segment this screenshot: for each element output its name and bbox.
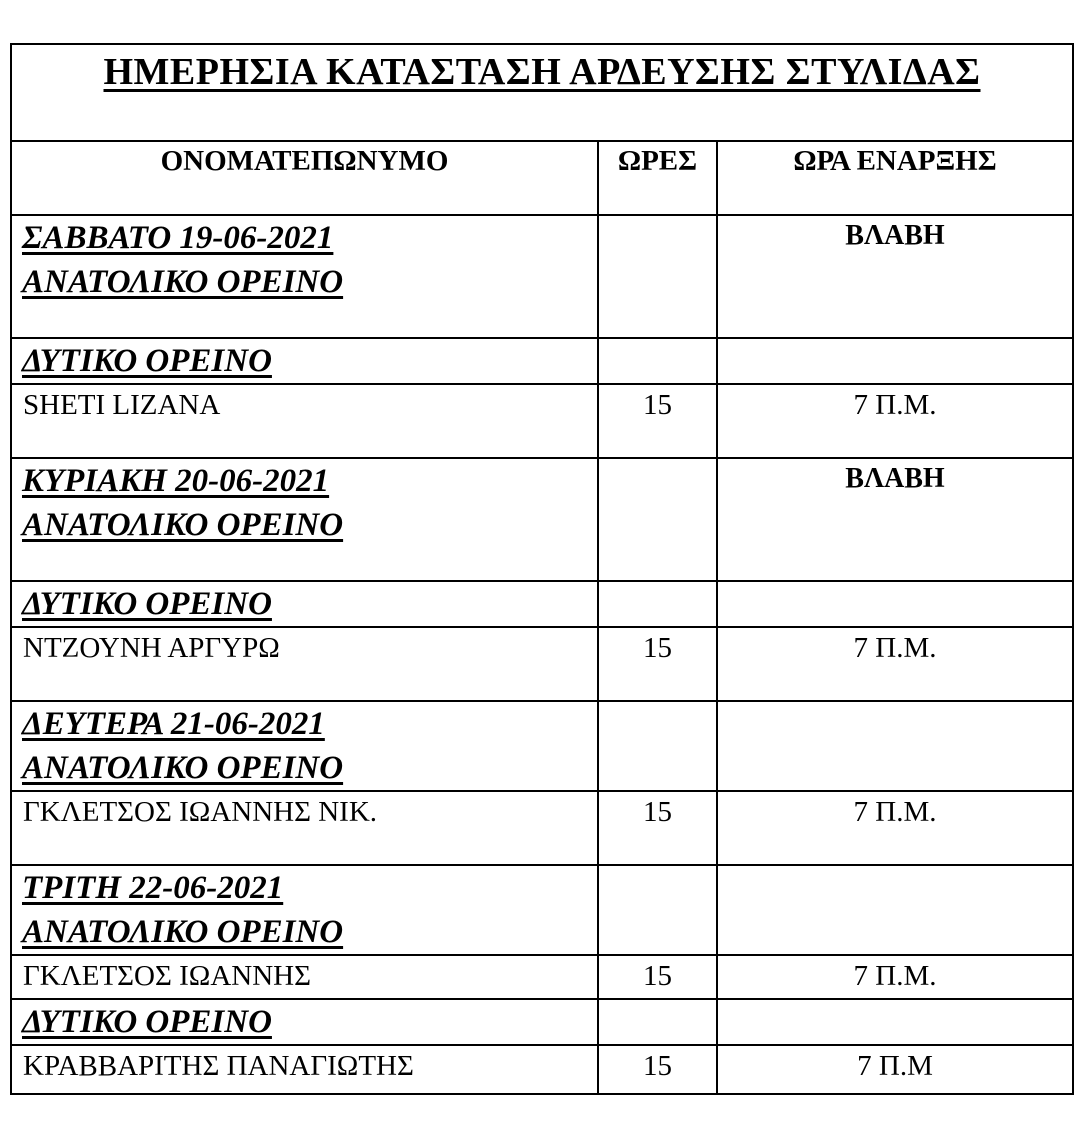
hours-cell bbox=[598, 338, 717, 384]
person-name: ΓΚΛΕΤΣΟΣ ΙΩΑΝΝΗΣ bbox=[11, 955, 598, 999]
hours-cell: 15 bbox=[598, 384, 717, 458]
section-cell bbox=[11, 999, 598, 1045]
person-name: ΓΚΛΕΤΣΟΣ ΙΩΑΝΝΗΣ ΝΙΚ. bbox=[11, 791, 598, 865]
region-label: ΔΥΤΙΚΟ ΟΡΕΙΝΟ bbox=[22, 1004, 272, 1040]
day-row bbox=[11, 865, 1073, 955]
header-hours: ΩΡΕΣ bbox=[598, 141, 717, 215]
region-label: ΑΝΑΤΟΛΙΚΟ ΟΡΕΙΝΟ bbox=[22, 507, 344, 543]
day-cell bbox=[11, 458, 598, 581]
day-label: ΣΑΒΒΑΤΟ 19-06-2021 bbox=[22, 220, 334, 256]
start-cell bbox=[717, 581, 1073, 627]
hours-cell: 15 bbox=[598, 791, 717, 865]
section-row bbox=[11, 338, 1073, 384]
hours-cell bbox=[598, 701, 717, 791]
section-cell bbox=[11, 581, 598, 627]
region-label: ΑΝΑΤΟΛΙΚΟ ΟΡΕΙΝΟ bbox=[22, 914, 344, 950]
table-row bbox=[11, 1045, 1073, 1094]
title-cell bbox=[11, 44, 1073, 141]
start-cell bbox=[717, 338, 1073, 384]
day-label: ΚΥΡΙΑΚΗ 20-06-2021 bbox=[22, 463, 330, 499]
start-cell: ΒΛΑΒΗ bbox=[717, 215, 1073, 338]
irrigation-table bbox=[10, 43, 1074, 1095]
section-cell bbox=[11, 338, 598, 384]
person-name: ΚΡΑΒΒΑΡΙΤΗΣ ΠΑΝΑΓΙΩΤΗΣ bbox=[11, 1045, 598, 1094]
table-row bbox=[11, 955, 1073, 999]
hours-cell: 15 bbox=[598, 1045, 717, 1094]
person-name: ΝΤΖΟΥΝΗ ΑΡΓΥΡΩ bbox=[11, 627, 598, 701]
header-name: ΟΝΟΜΑΤΕΠΩΝΥΜΟ bbox=[11, 141, 598, 215]
start-cell bbox=[717, 701, 1073, 791]
hours-cell bbox=[598, 581, 717, 627]
day-label: ΔΕΥΤΕΡΑ 21-06-2021 bbox=[22, 706, 325, 742]
day-row bbox=[11, 701, 1073, 791]
day-label: ΤΡΙΤΗ 22-06-2021 bbox=[22, 870, 284, 906]
start-cell: 7 Π.Μ. bbox=[717, 955, 1073, 999]
hours-cell: 15 bbox=[598, 627, 717, 701]
start-cell bbox=[717, 865, 1073, 955]
day-row bbox=[11, 215, 1073, 338]
section-row bbox=[11, 581, 1073, 627]
hours-cell bbox=[598, 458, 717, 581]
person-name: SHETI LIZANA bbox=[11, 384, 598, 458]
start-cell: ΒΛΑΒΗ bbox=[717, 458, 1073, 581]
hours-cell bbox=[598, 865, 717, 955]
hours-cell bbox=[598, 999, 717, 1045]
title-row bbox=[11, 44, 1073, 141]
day-cell bbox=[11, 701, 598, 791]
day-cell bbox=[11, 215, 598, 338]
day-cell bbox=[11, 865, 598, 955]
table-row bbox=[11, 791, 1073, 865]
table-row bbox=[11, 627, 1073, 701]
day-row bbox=[11, 458, 1073, 581]
section-row bbox=[11, 999, 1073, 1045]
table-row bbox=[11, 384, 1073, 458]
start-cell: 7 Π.Μ. bbox=[717, 791, 1073, 865]
region-label: ΑΝΑΤΟΛΙΚΟ ΟΡΕΙΝΟ bbox=[22, 750, 344, 786]
region-label: ΔΥΤΙΚΟ ΟΡΕΙΝΟ bbox=[22, 343, 272, 379]
hours-cell: 15 bbox=[598, 955, 717, 999]
start-cell: 7 Π.Μ. bbox=[717, 384, 1073, 458]
region-label: ΔΥΤΙΚΟ ΟΡΕΙΝΟ bbox=[22, 586, 272, 622]
header-row bbox=[11, 141, 1073, 215]
hours-cell bbox=[598, 215, 717, 338]
header-start: ΩΡΑ ΕΝΑΡΞΗΣ bbox=[717, 141, 1073, 215]
page-title: ΗΜΕΡΗΣΙΑ ΚΑΤΑΣΤΑΣΗ ΑΡΔΕΥΣΗΣ ΣΤΥΛΙΔΑΣ bbox=[103, 51, 981, 93]
start-cell: 7 Π.Μ. bbox=[717, 627, 1073, 701]
start-cell bbox=[717, 999, 1073, 1045]
region-label: ΑΝΑΤΟΛΙΚΟ ΟΡΕΙΝΟ bbox=[22, 264, 344, 300]
irrigation-report bbox=[10, 43, 1072, 1095]
start-cell: 7 Π.Μ bbox=[717, 1045, 1073, 1094]
